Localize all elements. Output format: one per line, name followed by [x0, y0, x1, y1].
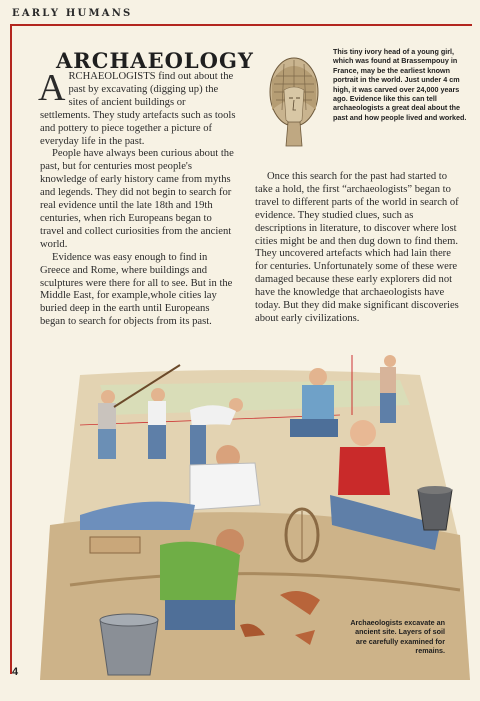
finds-tray [90, 537, 140, 553]
page-title: ARCHAEOLOGY [56, 48, 254, 73]
paragraph-2: People have always been curious about the past, but for centuries most people's knowledge of early history came from myths and legends. They did not begin to search for real evidence until the late 18th and 19th centuries, when rich Europeans began to travel and collect curiosities from the ancient world. [40, 148, 234, 250]
bucket-right [418, 486, 452, 530]
excavation-caption: Archaeologists excavate an ancient site. Layers of soil are carefully examined for remains. [350, 618, 445, 656]
paragraph-1 [38, 67, 236, 148]
ivory-head-illustration [258, 50, 330, 150]
worker-green-shirt [160, 529, 244, 630]
right-column [255, 171, 465, 326]
drop-cap: A [38, 67, 66, 109]
bucket-left [100, 614, 158, 675]
ivory-head-caption: This tiny ivory head of a young girl, which was found at Brassempouy in France, may be the earliest known portrait in the world. Just under 4 cm high, it was carved over 24,000 years ago. Evidence like this can tell archaeologists a great deal about the past and how people lived and worked. [333, 47, 467, 122]
left-column [38, 67, 236, 329]
running-head: EARLY HUMANS [12, 8, 133, 19]
paragraph-3: Evidence was easy enough to find in Greece and Rome, where buildings and sculptures were there for all to see. But in the Middle East, for example,whole cities lay buried deep in the earth until Europeans began to search for objects from its past. [40, 251, 233, 328]
left-rule [10, 24, 12, 674]
page-number: 4 [12, 666, 19, 678]
paragraph-4: Once this search for the past had started to take a hold, the first “archaeologists” began to travel to different parts of the world in search of evidence. They studied clues, such as descriptions in literature, to discover where lost cities might be and then dug down to find them. They uncovered artefacts which had lain there for centuries. Unfortunately some of these were damaged because these early explorers did not have the knowledge that archaeologists have today. But they did make significant discoveries about early civilizations. [255, 171, 459, 324]
top-rule [10, 24, 472, 26]
paragraph-1-text: RCHAEOLOGISTS find out about the past by excavating (digging up) the sites of ancient buildings or settlements. They study artefacts such as tools and pottery to piece together a picture of everyday life in the past. [40, 71, 236, 147]
